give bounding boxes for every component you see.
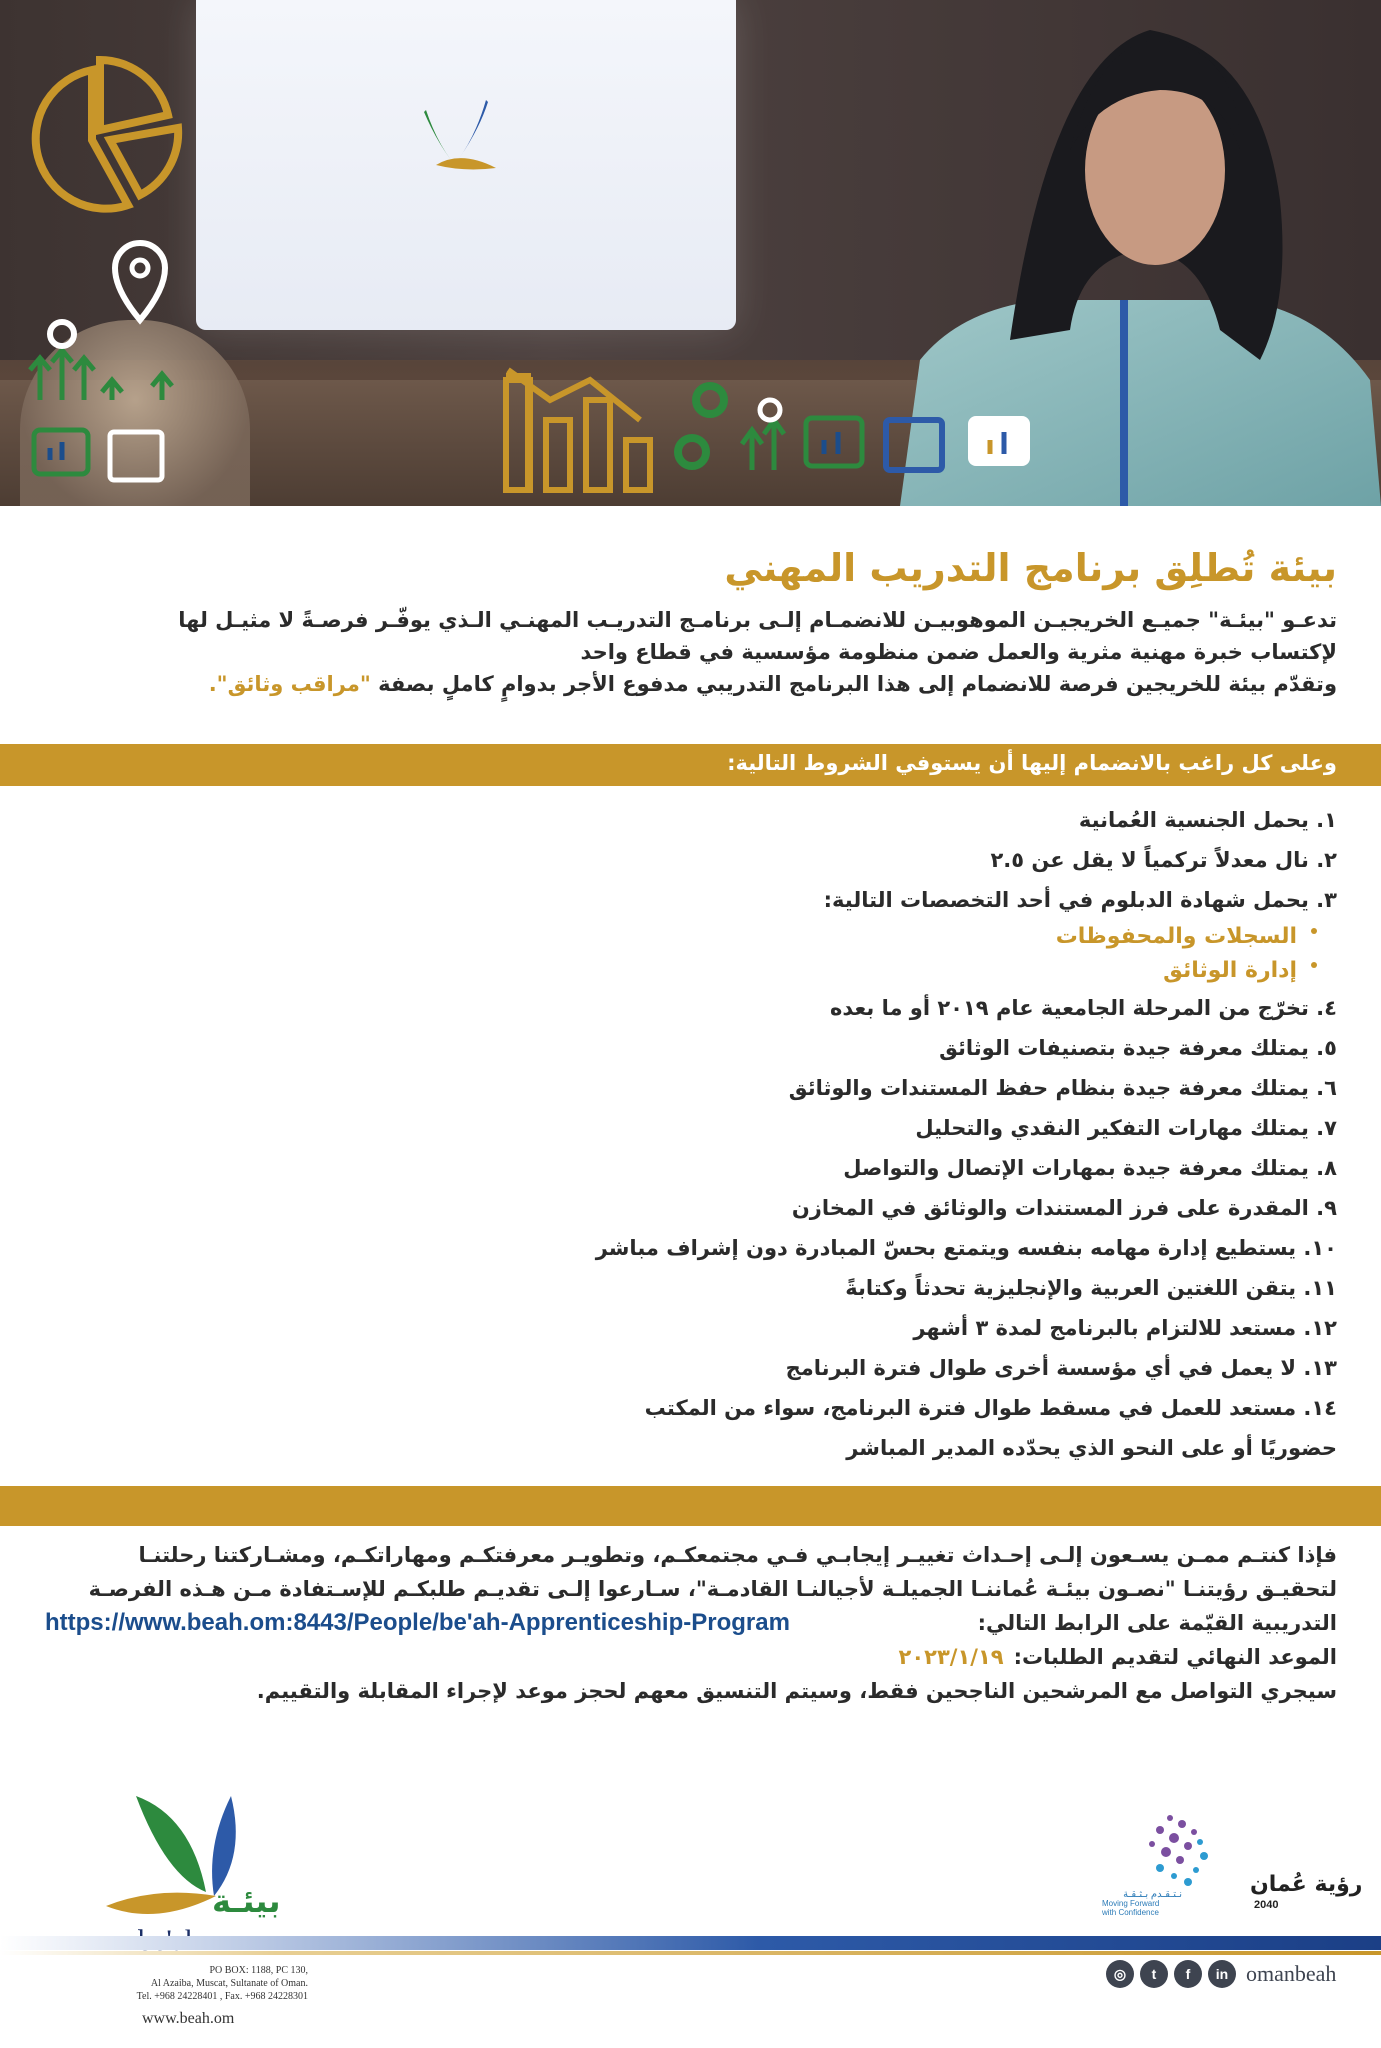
condition-item: ٤. تخرّج من المرحلة الجامعية عام ٢٠١٩ أو ما بعده	[830, 996, 1337, 1020]
twitter-icon[interactable]: t	[1140, 1960, 1168, 1988]
linkedin-icon[interactable]: in	[1208, 1960, 1236, 1988]
slogan-arabic: نـتـقـدم بـثـقـة	[1123, 1889, 1182, 1900]
condition-item: ٨. يمتلك معرفة جيدة بمهارات الإتصال والتواصل	[843, 1156, 1337, 1180]
deadline-label: الموعد النهائي لتقديم الطلبات:	[1013, 1645, 1337, 1669]
condition-item: ١. يحمل الجنسية العُمانية	[1078, 808, 1337, 832]
hero-infographic-icons	[0, 0, 1381, 506]
closing-section	[45, 1538, 1337, 1708]
closing-line-2: لتحقيـق رؤيتنـا "نصـون بيئـة عُماننـا الجميلـة لأجيالنـا القادمـة"، سـارعوا إلـى تقديـم طلبكـم للإسـتفادة مـن هـذه الفرصـة	[88, 1577, 1337, 1601]
moving-forward-slogan	[1102, 1890, 1182, 1917]
footer-stripe-blue	[0, 1936, 1381, 1950]
closing-line-5: سيجري التواصل مع المرشحين الناجحين فقط، وسيتم التنسيق معهم لحجز موعد لإجراء المقابلة والتقييم.	[256, 1679, 1337, 1703]
social-links	[1106, 1960, 1336, 1988]
specialization-item: السجلات والمحفوظات	[237, 920, 1337, 954]
beah-logo-icon	[96, 1796, 316, 1952]
deadline-line	[45, 1640, 1337, 1674]
facebook-icon[interactable]: f	[1174, 1960, 1202, 1988]
condition-item: ٩. المقدرة على فرز المستندات والوثائق في المخازن	[791, 1196, 1337, 1220]
condition-item: ٣. يحمل شهادة الدبلوم في أحد التخصصات التالية:	[823, 888, 1337, 912]
closing-line-1: فإذا كنتـم ممـن يسـعون إلـى إحـداث تغييـر إيجابـي فـي مجتمعكـم، وتطويـر معرفتكـم ومهاراتكـم، ومشـاركتنا رحلتنـا	[138, 1543, 1337, 1567]
intro-line-2: لإكتساب خبرة مهنية مثرية والعمل ضمن منظومة مؤسسية في قطاع واحد	[580, 640, 1337, 664]
logo-arabic-text: بيئـة	[212, 1882, 281, 1920]
intro-line-1: تدعـو "بيئـة" جميـع الخريجيـن الموهوبيـن للانضمـام إلـى برنامـج التدريـب المهنـي الـذي يوفّـر فرصـةً لا مثيـل لها	[178, 608, 1337, 632]
condition-item-continued: حضوريًا أو على النحو الذي يحدّده المدير المباشر	[846, 1436, 1337, 1460]
condition-item: ٢. نال معدلاً تركمياً لا يقل عن ٢.٥	[990, 848, 1337, 872]
footer-stripe-gold	[0, 1951, 1381, 1955]
job-title-highlight: "مراقب وثائق".	[208, 672, 371, 696]
intro-paragraph	[37, 604, 1337, 700]
intro-line-3-text: وتقدّم بيئة للخريجين فرصة للانضمام إلى هذا البرنامج التدريبي مدفوع الأجر بدوامٍ كاملٍ بصفة	[378, 672, 1337, 696]
link-label: التدريبية القيّمة على الرابط التالي:	[977, 1611, 1337, 1635]
condition-item: ١٤. مستعد للعمل في مسقط طوال فترة البرنامج، سواء من المكتب	[644, 1396, 1337, 1420]
link-row	[45, 1606, 1337, 1640]
application-link[interactable]: https://www.beah.om:8443/People/be'ah-Apprenticeship-Program	[45, 1609, 790, 1636]
slogan-english-2: with Confidence	[1102, 1908, 1159, 1917]
vision-arabic-text: رؤية عُمان	[1250, 1872, 1363, 1897]
website-url[interactable]: www.beah.om	[142, 2010, 235, 2027]
address-line: PO BOX: 1188, PC 130,	[209, 1965, 308, 1976]
instagram-icon[interactable]: ◎	[1106, 1960, 1134, 1988]
specialization-item: إدارة الوثائق	[237, 954, 1337, 988]
condition-item: ١٠. يستطيع إدارة مهامه بنفسه ويتمتع بحسّ المبادرة دون إشراف مباشر	[595, 1236, 1337, 1260]
condition-item: ١٢. مستعد للالتزام بالبرنامج لمدة ٣ أشهر	[913, 1316, 1337, 1340]
vision-year: 2040	[1254, 1899, 1279, 1911]
slogan-english-1: Moving Forward	[1102, 1899, 1160, 1908]
condition-item: ٥. يمتلك معرفة جيدة بتصنيفات الوثائق	[939, 1036, 1337, 1060]
address-line: Al Azaiba, Muscat, Sultanate of Oman.	[150, 1978, 308, 1989]
postal-address	[68, 1964, 308, 2003]
address-line: Tel. +968 24228401 , Fax. +968 24228301	[136, 1991, 308, 2002]
conditions-header-bar	[0, 744, 1381, 786]
intro-line-3	[37, 668, 1337, 700]
divider-bar	[0, 1486, 1381, 1526]
conditions-header: وعلى كل راغب بالانضمام إليها أن يستوفي الشروط التالية:	[727, 751, 1337, 775]
social-handle[interactable]: omanbeah	[1246, 1961, 1337, 1986]
condition-item: ٧. يمتلك مهارات التفكير النقدي والتحليل	[915, 1116, 1337, 1140]
page-title: بيئة تُطلِق برنامج التدريب المهني	[724, 546, 1337, 590]
condition-item: ١١. يتقن اللغتين العربية والإنجليزية تحدثاً وكتابةً	[845, 1276, 1337, 1300]
condition-item: ١٣. لا يعمل في أي مؤسسة أخرى طوال فترة البرنامج	[785, 1356, 1337, 1380]
conditions-list	[237, 800, 1337, 1468]
deadline-date: ٢٠٢٣/١/١٩	[898, 1645, 1004, 1669]
condition-item: ٦. يمتلك معرفة جيدة بنظام حفظ المستندات والوثائق	[788, 1076, 1337, 1100]
hero-photo	[0, 0, 1381, 506]
